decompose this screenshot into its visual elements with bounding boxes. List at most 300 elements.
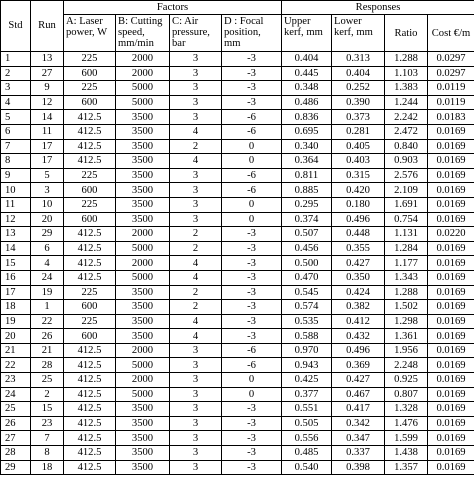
cell-cutting-speed: 2000 [116,66,170,81]
cell-std: 16 [1,270,31,285]
cell-air-pressure: 3 [170,212,222,227]
cell-air-pressure: 3 [170,343,222,358]
cell-std: 3 [1,81,31,96]
col-header-upper-kerf: Upper kerf, mm [282,15,332,52]
cell-lower-kerf: 0.180 [332,197,385,212]
cell-cost: 0.0119 [428,81,474,96]
cell-air-pressure: 4 [170,256,222,271]
cell-std: 6 [1,124,31,139]
cell-std: 28 [1,446,31,461]
cell-air-pressure: 3 [170,416,222,431]
cell-cost: 0.0169 [428,343,474,358]
table-row [1,154,474,169]
table-row [1,402,474,417]
cell-run: 18 [31,460,64,475]
cell-cost: 0.0169 [428,183,474,198]
table-row [1,300,474,315]
cell-air-pressure: 3 [170,460,222,475]
cell-laser-power: 412.5 [64,416,116,431]
cell-laser-power: 225 [64,81,116,96]
cell-upper-kerf: 0.588 [282,329,332,344]
cell-focal-position: -6 [222,168,282,183]
cell-ratio: 1.288 [385,285,428,300]
cell-cutting-speed: 3500 [116,285,170,300]
cell-run: 4 [31,256,64,271]
cell-cost: 0.0183 [428,110,474,125]
cell-std: 29 [1,460,31,475]
cell-ratio: 0.807 [385,387,428,402]
cell-focal-position: -6 [222,343,282,358]
cell-focal-position: 0 [222,139,282,154]
cell-focal-position: 0 [222,212,282,227]
cell-run: 9 [31,81,64,96]
cell-run: 12 [31,95,64,110]
cell-air-pressure: 3 [170,446,222,461]
cell-cutting-speed: 2000 [116,256,170,271]
cell-lower-kerf: 0.412 [332,314,385,329]
cell-cost: 0.0169 [428,402,474,417]
cell-cutting-speed: 3500 [116,168,170,183]
cell-air-pressure: 2 [170,285,222,300]
table-row [1,270,474,285]
cell-std: 4 [1,95,31,110]
cell-cost: 0.0169 [428,416,474,431]
cell-focal-position: -3 [222,416,282,431]
table-row [1,66,474,81]
cell-ratio: 1.599 [385,431,428,446]
table-row [1,139,474,154]
cell-focal-position: -3 [222,95,282,110]
col-header-air-pressure: C: Air pressure, bar [170,15,222,52]
cell-air-pressure: 3 [170,168,222,183]
cell-laser-power: 225 [64,168,116,183]
cell-upper-kerf: 0.470 [282,270,332,285]
cell-upper-kerf: 0.836 [282,110,332,125]
cell-air-pressure: 3 [170,81,222,96]
cell-ratio: 1.298 [385,314,428,329]
cell-std: 2 [1,66,31,81]
cell-laser-power: 600 [64,212,116,227]
cell-upper-kerf: 0.507 [282,227,332,242]
cell-run: 6 [31,241,64,256]
cell-ratio: 1.103 [385,66,428,81]
cell-std: 5 [1,110,31,125]
cell-focal-position: -3 [222,241,282,256]
cell-air-pressure: 2 [170,300,222,315]
cell-ratio: 2.242 [385,110,428,125]
cell-run: 27 [31,66,64,81]
cell-upper-kerf: 0.970 [282,343,332,358]
cell-lower-kerf: 0.342 [332,416,385,431]
cell-ratio: 0.925 [385,373,428,388]
cell-lower-kerf: 0.369 [332,358,385,373]
cell-cost: 0.0169 [428,329,474,344]
cell-run: 10 [31,197,64,212]
cell-std: 17 [1,285,31,300]
cell-lower-kerf: 0.337 [332,446,385,461]
cell-std: 21 [1,343,31,358]
cell-std: 12 [1,212,31,227]
cell-cost: 0.0169 [428,300,474,315]
cell-lower-kerf: 0.427 [332,373,385,388]
cell-std: 24 [1,387,31,402]
cell-cutting-speed: 5000 [116,358,170,373]
cell-focal-position: -3 [222,66,282,81]
cell-ratio: 2.472 [385,124,428,139]
cell-laser-power: 412.5 [64,110,116,125]
cell-focal-position: -6 [222,124,282,139]
cell-ratio: 1.177 [385,256,428,271]
cell-std: 25 [1,402,31,417]
cell-cutting-speed: 3500 [116,154,170,169]
cell-air-pressure: 3 [170,66,222,81]
cell-run: 3 [31,183,64,198]
table-row [1,241,474,256]
table-row [1,81,474,96]
cell-run: 19 [31,285,64,300]
cell-cost: 0.0169 [428,241,474,256]
cell-ratio: 1.284 [385,241,428,256]
table-row [1,227,474,242]
cell-focal-position: -3 [222,81,282,96]
table-row [1,168,474,183]
cell-cost: 0.0169 [428,431,474,446]
cell-upper-kerf: 0.364 [282,154,332,169]
table-row [1,446,474,461]
cell-run: 11 [31,124,64,139]
cell-cost: 0.0169 [428,460,474,475]
cell-focal-position: -3 [222,329,282,344]
cell-run: 21 [31,343,64,358]
table-row [1,314,474,329]
cell-air-pressure: 3 [170,402,222,417]
cell-air-pressure: 3 [170,95,222,110]
cell-upper-kerf: 0.695 [282,124,332,139]
cell-lower-kerf: 0.420 [332,183,385,198]
cell-laser-power: 600 [64,300,116,315]
cell-air-pressure: 4 [170,270,222,285]
cell-laser-power: 412.5 [64,446,116,461]
cell-cutting-speed: 3500 [116,197,170,212]
cell-laser-power: 412.5 [64,402,116,417]
cell-lower-kerf: 0.373 [332,110,385,125]
cell-cost: 0.0169 [428,270,474,285]
cell-laser-power: 412.5 [64,139,116,154]
group-header-factors: Factors [64,1,282,15]
cell-cutting-speed: 3500 [116,183,170,198]
col-header-cost: Cost €/m [428,15,474,52]
cell-lower-kerf: 0.403 [332,154,385,169]
cell-std: 10 [1,183,31,198]
cell-laser-power: 412.5 [64,358,116,373]
cell-air-pressure: 4 [170,329,222,344]
cell-laser-power: 412.5 [64,343,116,358]
cell-std: 26 [1,416,31,431]
cell-run: 25 [31,373,64,388]
table-row [1,285,474,300]
cell-cost: 0.0169 [428,154,474,169]
table-row [1,358,474,373]
cell-ratio: 2.109 [385,183,428,198]
col-header-laser-power: A: Laser power, W [64,15,116,52]
cell-upper-kerf: 0.556 [282,431,332,446]
table-row [1,343,474,358]
cell-focal-position: -6 [222,358,282,373]
cell-upper-kerf: 0.340 [282,139,332,154]
cell-focal-position: -3 [222,270,282,285]
cell-cutting-speed: 3500 [116,314,170,329]
table-row [1,197,474,212]
cell-cutting-speed: 5000 [116,81,170,96]
cell-ratio: 1.357 [385,460,428,475]
cell-std: 18 [1,300,31,315]
cell-upper-kerf: 0.505 [282,416,332,431]
cell-cost: 0.0169 [428,124,474,139]
cell-lower-kerf: 0.382 [332,300,385,315]
col-header-run: Run [31,1,64,52]
cell-cost: 0.0169 [428,373,474,388]
cell-std: 23 [1,373,31,388]
cell-lower-kerf: 0.467 [332,387,385,402]
cell-laser-power: 412.5 [64,154,116,169]
cell-run: 2 [31,387,64,402]
cell-air-pressure: 3 [170,110,222,125]
cell-laser-power: 225 [64,52,116,67]
cell-lower-kerf: 0.496 [332,343,385,358]
cell-lower-kerf: 0.417 [332,402,385,417]
col-header-ratio: Ratio [385,15,428,52]
cell-laser-power: 600 [64,183,116,198]
cell-cutting-speed: 3500 [116,431,170,446]
cell-cutting-speed: 3500 [116,416,170,431]
cell-ratio: 0.754 [385,212,428,227]
cell-cutting-speed: 2000 [116,227,170,242]
table-row [1,460,474,475]
table-row [1,95,474,110]
cell-ratio: 0.840 [385,139,428,154]
cell-cost: 0.0297 [428,52,474,67]
cell-focal-position: -3 [222,431,282,446]
cell-std: 15 [1,256,31,271]
cell-cutting-speed: 3500 [116,110,170,125]
cell-air-pressure: 3 [170,373,222,388]
cell-run: 15 [31,402,64,417]
cell-laser-power: 600 [64,329,116,344]
cell-cost: 0.0169 [428,197,474,212]
cell-upper-kerf: 0.445 [282,66,332,81]
cell-air-pressure: 3 [170,387,222,402]
cell-cutting-speed: 3500 [116,460,170,475]
col-header-std: Std [1,1,31,52]
cell-upper-kerf: 0.486 [282,95,332,110]
cell-laser-power: 225 [64,197,116,212]
cell-focal-position: -3 [222,446,282,461]
cell-air-pressure: 2 [170,241,222,256]
cell-upper-kerf: 0.377 [282,387,332,402]
cell-cost: 0.0169 [428,314,474,329]
cell-focal-position: 0 [222,387,282,402]
cell-cost: 0.0169 [428,212,474,227]
cell-upper-kerf: 0.348 [282,81,332,96]
table-row [1,329,474,344]
cell-cost: 0.0169 [428,387,474,402]
table-row [1,183,474,198]
cell-cost: 0.0169 [428,139,474,154]
cell-run: 5 [31,168,64,183]
cell-upper-kerf: 0.374 [282,212,332,227]
table-row [1,416,474,431]
cell-ratio: 1.956 [385,343,428,358]
cell-cutting-speed: 2000 [116,52,170,67]
cell-ratio: 1.131 [385,227,428,242]
cell-upper-kerf: 0.485 [282,446,332,461]
cell-run: 13 [31,52,64,67]
cell-std: 13 [1,227,31,242]
col-header-focal-position: D : Focal position, mm [222,15,282,52]
cell-cost: 0.0169 [428,256,474,271]
cell-air-pressure: 3 [170,358,222,373]
table-row [1,373,474,388]
cell-cutting-speed: 3500 [116,329,170,344]
cell-ratio: 2.576 [385,168,428,183]
cell-ratio: 1.476 [385,416,428,431]
cell-run: 17 [31,139,64,154]
cell-ratio: 1.288 [385,52,428,67]
cell-focal-position: -3 [222,256,282,271]
cell-lower-kerf: 0.281 [332,124,385,139]
cell-run: 26 [31,329,64,344]
cell-laser-power: 412.5 [64,241,116,256]
cell-ratio: 1.244 [385,95,428,110]
cell-lower-kerf: 0.252 [332,81,385,96]
cell-lower-kerf: 0.405 [332,139,385,154]
cell-focal-position: -3 [222,314,282,329]
cell-focal-position: 0 [222,373,282,388]
cell-std: 11 [1,197,31,212]
cell-ratio: 1.691 [385,197,428,212]
cell-upper-kerf: 0.574 [282,300,332,315]
cell-laser-power: 412.5 [64,227,116,242]
cell-std: 22 [1,358,31,373]
cell-ratio: 1.438 [385,446,428,461]
cell-air-pressure: 3 [170,197,222,212]
cell-run: 20 [31,212,64,227]
cell-upper-kerf: 0.456 [282,241,332,256]
cell-ratio: 1.361 [385,329,428,344]
cell-ratio: 1.343 [385,270,428,285]
col-header-cutting-speed: B: Cutting speed, mm/min [116,15,170,52]
cell-cost: 0.0119 [428,95,474,110]
cell-upper-kerf: 0.545 [282,285,332,300]
cell-laser-power: 412.5 [64,124,116,139]
cell-std: 8 [1,154,31,169]
cell-std: 7 [1,139,31,154]
cell-lower-kerf: 0.350 [332,270,385,285]
table-row [1,431,474,446]
cell-std: 1 [1,52,31,67]
cell-cutting-speed: 3500 [116,446,170,461]
cell-air-pressure: 3 [170,52,222,67]
table-row [1,124,474,139]
cell-cost: 0.0169 [428,446,474,461]
cell-cutting-speed: 3500 [116,402,170,417]
cell-laser-power: 412.5 [64,373,116,388]
cell-air-pressure: 3 [170,431,222,446]
cell-laser-power: 412.5 [64,460,116,475]
cell-cutting-speed: 3500 [116,139,170,154]
cell-focal-position: -3 [222,285,282,300]
cell-lower-kerf: 0.424 [332,285,385,300]
cell-upper-kerf: 0.811 [282,168,332,183]
cell-upper-kerf: 0.885 [282,183,332,198]
cell-ratio: 1.502 [385,300,428,315]
cell-run: 24 [31,270,64,285]
cell-lower-kerf: 0.315 [332,168,385,183]
cell-cost: 0.0169 [428,285,474,300]
cell-laser-power: 412.5 [64,256,116,271]
cell-cutting-speed: 3500 [116,300,170,315]
table-row [1,256,474,271]
table-row [1,387,474,402]
cell-cost: 0.0169 [428,358,474,373]
cell-ratio: 1.383 [385,81,428,96]
cell-cost: 0.0169 [428,168,474,183]
cell-std: 14 [1,241,31,256]
cell-run: 7 [31,431,64,446]
cell-focal-position: -3 [222,402,282,417]
cell-cutting-speed: 5000 [116,270,170,285]
table-header [1,1,474,52]
cell-air-pressure: 2 [170,139,222,154]
cell-lower-kerf: 0.390 [332,95,385,110]
cell-std: 20 [1,329,31,344]
cell-focal-position: -6 [222,110,282,125]
cell-lower-kerf: 0.427 [332,256,385,271]
cell-upper-kerf: 0.540 [282,460,332,475]
cell-focal-position: -3 [222,52,282,67]
cell-upper-kerf: 0.404 [282,52,332,67]
cell-upper-kerf: 0.425 [282,373,332,388]
cell-std: 9 [1,168,31,183]
cell-ratio: 1.328 [385,402,428,417]
group-header-responses: Responses [282,1,474,15]
cell-cutting-speed: 2000 [116,373,170,388]
cell-std: 19 [1,314,31,329]
cell-upper-kerf: 0.535 [282,314,332,329]
cell-upper-kerf: 0.943 [282,358,332,373]
cell-run: 17 [31,154,64,169]
cell-focal-position: 0 [222,154,282,169]
cell-cutting-speed: 3500 [116,212,170,227]
cell-air-pressure: 4 [170,314,222,329]
cell-cost: 0.0220 [428,227,474,242]
cell-lower-kerf: 0.347 [332,431,385,446]
cell-focal-position: -3 [222,460,282,475]
cell-lower-kerf: 0.398 [332,460,385,475]
cell-focal-position: -6 [222,183,282,198]
cell-lower-kerf: 0.313 [332,52,385,67]
cell-run: 28 [31,358,64,373]
cell-cost: 0.0297 [428,66,474,81]
table-row [1,52,474,67]
cell-run: 29 [31,227,64,242]
table-row [1,110,474,125]
table-body [1,52,474,475]
cell-ratio: 2.248 [385,358,428,373]
cell-lower-kerf: 0.404 [332,66,385,81]
cell-laser-power: 600 [64,66,116,81]
cell-run: 23 [31,416,64,431]
